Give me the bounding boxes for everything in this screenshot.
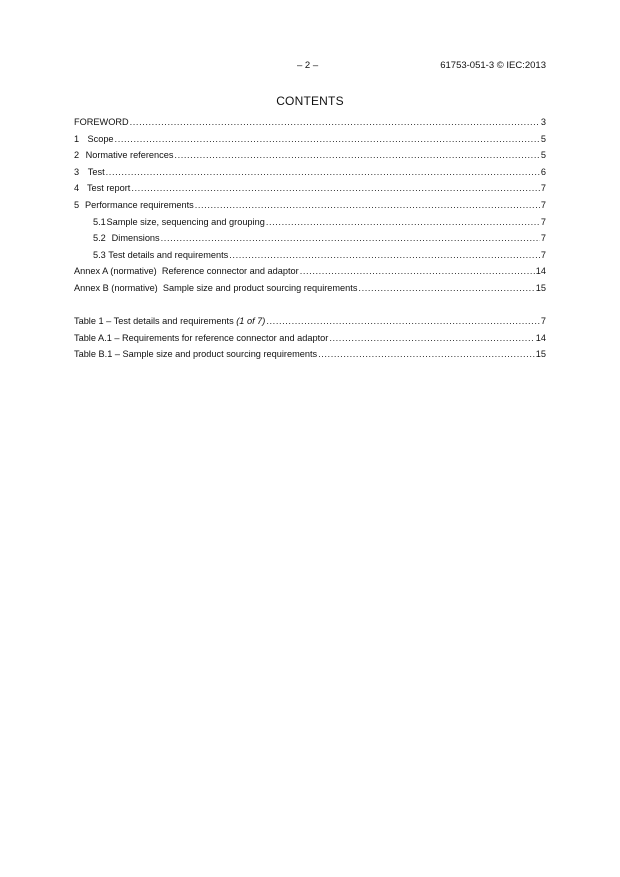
dot-leader	[266, 316, 540, 326]
toc-entry-title: Scope	[87, 133, 114, 144]
list-of-tables	[74, 316, 546, 366]
dot-leader	[115, 134, 540, 144]
toc-entry-title: Sample size, sequencing and grouping	[106, 216, 265, 227]
toc-entry-page: 7	[540, 183, 546, 194]
toc-entry-normative-references[interactable]	[74, 150, 546, 167]
toc-entry-number: 4	[74, 183, 80, 194]
table-entry-table-b1[interactable]	[74, 349, 546, 366]
dot-leader	[174, 150, 539, 160]
toc-entry-number: 5.2	[93, 233, 106, 244]
dot-leader	[130, 117, 540, 127]
dot-leader	[229, 250, 540, 260]
toc-entry-page: 7	[540, 216, 546, 227]
toc-entry-page: 15	[535, 282, 546, 293]
toc-entry-number: 3	[74, 166, 80, 177]
contents-title: CONTENTS	[276, 94, 344, 108]
table-of-contents	[74, 117, 546, 300]
dot-leader	[358, 283, 534, 293]
toc-entry-title: Dimensions	[111, 233, 160, 244]
toc-entry-foreword[interactable]	[74, 117, 546, 134]
table-entry-title	[74, 333, 328, 343]
dot-leader	[106, 167, 540, 177]
page-header	[0, 60, 620, 74]
toc-entry-test-report[interactable]	[74, 183, 546, 200]
toc-entry-page: 14	[535, 266, 546, 277]
toc-entry-title: Annex B (normative) Sample size and product sourcing requirements	[74, 282, 358, 293]
toc-entry-test[interactable]	[74, 167, 546, 184]
table-entry-title-text: Table 1 – Test details and requirements	[74, 316, 237, 326]
toc-entry-title: Normative references	[85, 150, 174, 161]
dot-leader	[195, 200, 540, 210]
table-entry-title	[74, 316, 265, 326]
toc-entry-performance-requirements[interactable]	[74, 200, 546, 217]
toc-entry-page: 3	[540, 117, 546, 127]
toc-entry-number: 5.3	[93, 249, 106, 260]
table-entry-table-1[interactable]	[74, 316, 546, 333]
toc-entry-number: 2	[74, 150, 80, 161]
table-entry-title-text: Table B.1 – Sample size and product sourcing requirements	[74, 349, 318, 360]
toc-entry-number: 5	[74, 199, 80, 210]
toc-entry-test-details[interactable]	[74, 250, 546, 267]
toc-entry-page: 7	[540, 199, 546, 210]
toc-entry-page: 7	[540, 249, 546, 260]
toc-entry-page: 7	[540, 233, 546, 244]
dot-leader	[300, 266, 535, 276]
dot-leader	[161, 233, 540, 243]
toc-entry-title: Test details and requirements	[108, 249, 229, 260]
table-entry-title-text: Table A.1 – Requirements for reference connector and adaptor	[74, 332, 329, 343]
dot-leader	[318, 349, 535, 359]
toc-entry-page: 6	[540, 166, 546, 177]
toc-entry-page: 5	[540, 150, 546, 161]
toc-entry-sample-size[interactable]	[74, 217, 546, 234]
toc-entry-annex-b[interactable]	[74, 283, 546, 300]
toc-entry-title: Performance requirements	[84, 199, 194, 210]
toc-entry-title: Test report	[86, 183, 131, 194]
table-entry-title-italic: (1 of 7)	[236, 316, 266, 326]
dot-leader	[266, 217, 540, 227]
table-entry-page: 14	[535, 332, 546, 343]
document-reference: 61753-051-3 © IEC:2013	[440, 60, 546, 71]
toc-entry-number: 5.1	[93, 216, 106, 227]
table-entry-table-a1[interactable]	[74, 333, 546, 350]
toc-entry-title: FOREWORD	[74, 117, 129, 127]
toc-entry-scope[interactable]	[74, 134, 546, 151]
dot-leader	[329, 333, 534, 343]
table-entry-title	[74, 349, 317, 359]
table-entry-page: 15	[535, 349, 546, 360]
toc-entry-title: Test	[87, 166, 105, 177]
page-number: – 2 –	[297, 60, 319, 71]
toc-entry-title: Annex A (normative) Reference connector and adaptor	[74, 266, 299, 277]
toc-entry-page: 5	[540, 133, 546, 144]
dot-leader	[131, 183, 540, 193]
table-entry-page: 7	[540, 316, 546, 326]
toc-entry-annex-a[interactable]	[74, 266, 546, 283]
toc-entry-number: 1	[74, 133, 80, 144]
toc-entry-dimensions[interactable]	[74, 233, 546, 250]
